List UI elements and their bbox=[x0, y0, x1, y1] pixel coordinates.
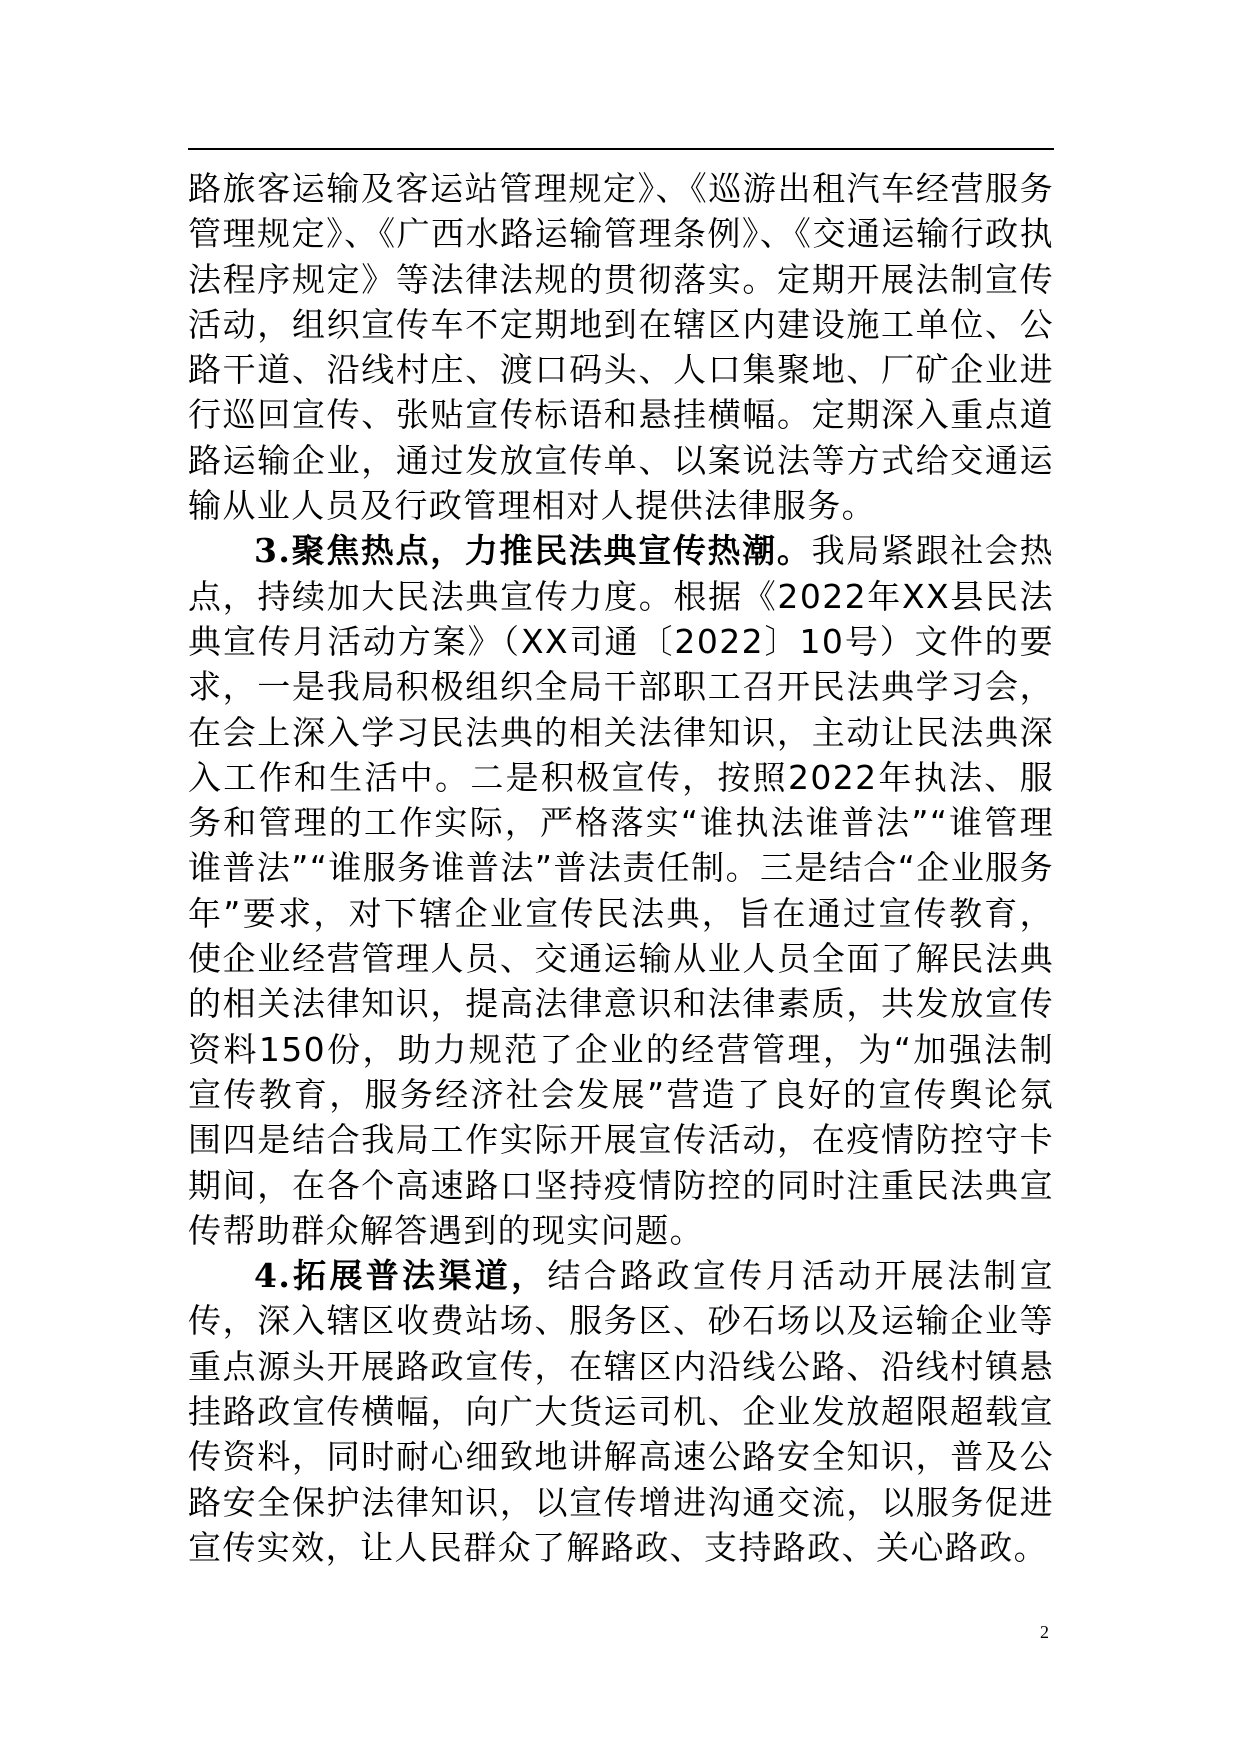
paragraph-channels bbox=[188, 1253, 1054, 1570]
body-text bbox=[188, 166, 1054, 1570]
paragraph-heading: 3.聚焦热点，力推民法典宣传热潮。 bbox=[254, 531, 812, 571]
paragraph-continuation bbox=[188, 166, 1054, 528]
paragraph-text: 我局紧跟社会热点，持续加大民法典宣传力度。根据《2022年XX县民法典宣传月活动方案》（XX司通〔2022〕10号）文件的要求，一是我局积极组织全局干部职工召开民法典学习会，在会上深入学习民法典的相关法律知识，主动让民法典深入工作和生活中。二是积极宣传，按照2022年执法、服务和管理的工作实际，严格落实“谁执法谁普法”“谁管理谁普法”“谁服务谁普法”普法责任制。三是结合“企业服务年”要求，对下辖企业宣传民法典，旨在通过宣传教育，使企业经营管理人员、交通运输从业人员全面了解民法典的相关法律知识，提高法律意识和法律素质，共发放宣传资料150份，助力规范了企业的经营管理，为“加强法制宣传教育，服务经济社会发展”营造了良好的宣传舆论氛围四是结合我局工作实际开展宣传活动，在疫情防控守卡期间，在各个高速路口坚持疫情防控的同时注重民法典宣传帮助群众解答遇到的现实问题。 bbox=[188, 531, 1054, 1250]
paragraph-heading: 4.拓展普法渠道， bbox=[254, 1256, 548, 1296]
paragraph-civil-code bbox=[188, 528, 1054, 1253]
paragraph-text: 路旅客运输及客运站管理规定》、《巡游出租汽车经营服务管理规定》、《广西水路运输管理条例》、《交通运输行政执法程序规定》等法律法规的贯彻落实。定期开展法制宣传活动，组织宣传车不定期地到在辖区内建设施工单位、公路干道、沿线村庄、渡口码头、人口集聚地、厂矿企业进行巡回宣传、张贴宣传标语和悬挂横幅。定期深入重点道路运输企业，通过发放宣传单、以案说法等方式给交通运输从业人员及行政管理相对人提供法律服务。 bbox=[188, 169, 1054, 526]
header-rule bbox=[188, 148, 1054, 150]
page-number: 2 bbox=[1040, 1622, 1049, 1642]
paragraph-text: 结合路政宣传月活动开展法制宣传，深入辖区收费站场、服务区、砂石场以及运输企业等重点源头开展路政宣传，在辖区内沿线公路、沿线村镇悬挂路政宣传横幅，向广大货运司机、企业发放超限超载宣传资料，同时耐心细致地讲解高速公路安全知识，普及公路安全保护法律知识，以宣传增进沟通交流，以服务促进宣传实效，让人民群众了解路政、支持路政、关心路政。 bbox=[188, 1256, 1054, 1567]
